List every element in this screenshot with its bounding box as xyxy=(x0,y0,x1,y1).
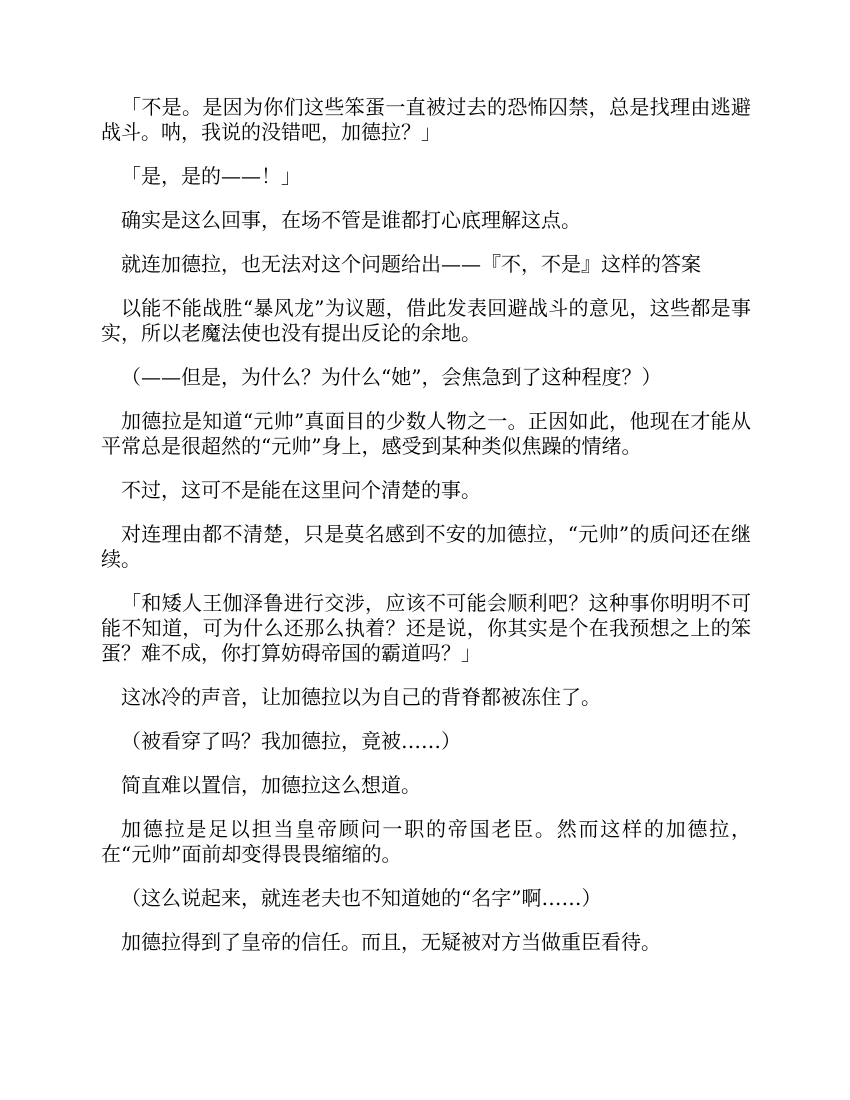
paragraph: 「不是。是因为你们这些笨蛋一直被过去的恐怖囚禁，总是找理由逃避战斗。呐，我说的没错吧，加德拉？」 xyxy=(101,95,751,144)
paragraph: 对连理由都不清楚，只是莫名感到不安的加德拉，“元帅”的质问还在继续。 xyxy=(101,522,751,571)
paragraph: 加德拉是知道“元帅”真面目的少数人物之一。正因如此，他现在才能从平常总是很超然的“元帅”身上，感受到某种类似焦躁的情绪。 xyxy=(101,409,751,458)
document-page xyxy=(101,95,751,974)
paragraph: 加德拉是足以担当皇帝顾问一职的帝国老臣。然而这样的加德拉，在“元帅”面前却变得畏畏缩缩的。 xyxy=(101,817,751,866)
paragraph: 加德拉得到了皇帝的信任。而且，无疑被对方当做重臣看待。 xyxy=(121,930,661,954)
paragraph: 就连加德拉，也无法对这个问题给出——『不，不是』这样的答案 xyxy=(121,252,701,276)
paragraph: （被看穿了吗？我加德拉，竟被……） xyxy=(121,729,461,753)
paragraph: 简直难以置信，加德拉这么想道。 xyxy=(121,773,421,797)
paragraph: （——但是，为什么？为什么“她”，会焦急到了这种程度？） xyxy=(121,365,662,389)
paragraph: （这么说起来，就连老夫也不知道她的“名字”啊……） xyxy=(121,886,602,910)
paragraph: 确实是这么回事，在场不管是谁都打心底理解这点。 xyxy=(121,208,581,232)
paragraph: 不过，这可不是能在这里问个清楚的事。 xyxy=(121,478,481,502)
paragraph: 「和矮人王伽泽鲁进行交涉，应该不可能会顺利吧？这种事你明明不可能不知道，可为什么还那么执着？还是说，你其实是个在我预想之上的笨蛋？难不成，你打算妨碍帝国的霸道吗？」 xyxy=(101,591,751,665)
paragraph: 以能不能战胜“暴风龙”为议题，借此发表回避战斗的意见，这些都是事实，所以老魔法使也没有提出反论的余地。 xyxy=(101,296,751,345)
paragraph: 这冰冷的声音，让加德拉以为自己的背脊都被冻住了。 xyxy=(121,685,601,709)
paragraph: 「是，是的——！」 xyxy=(121,164,301,188)
